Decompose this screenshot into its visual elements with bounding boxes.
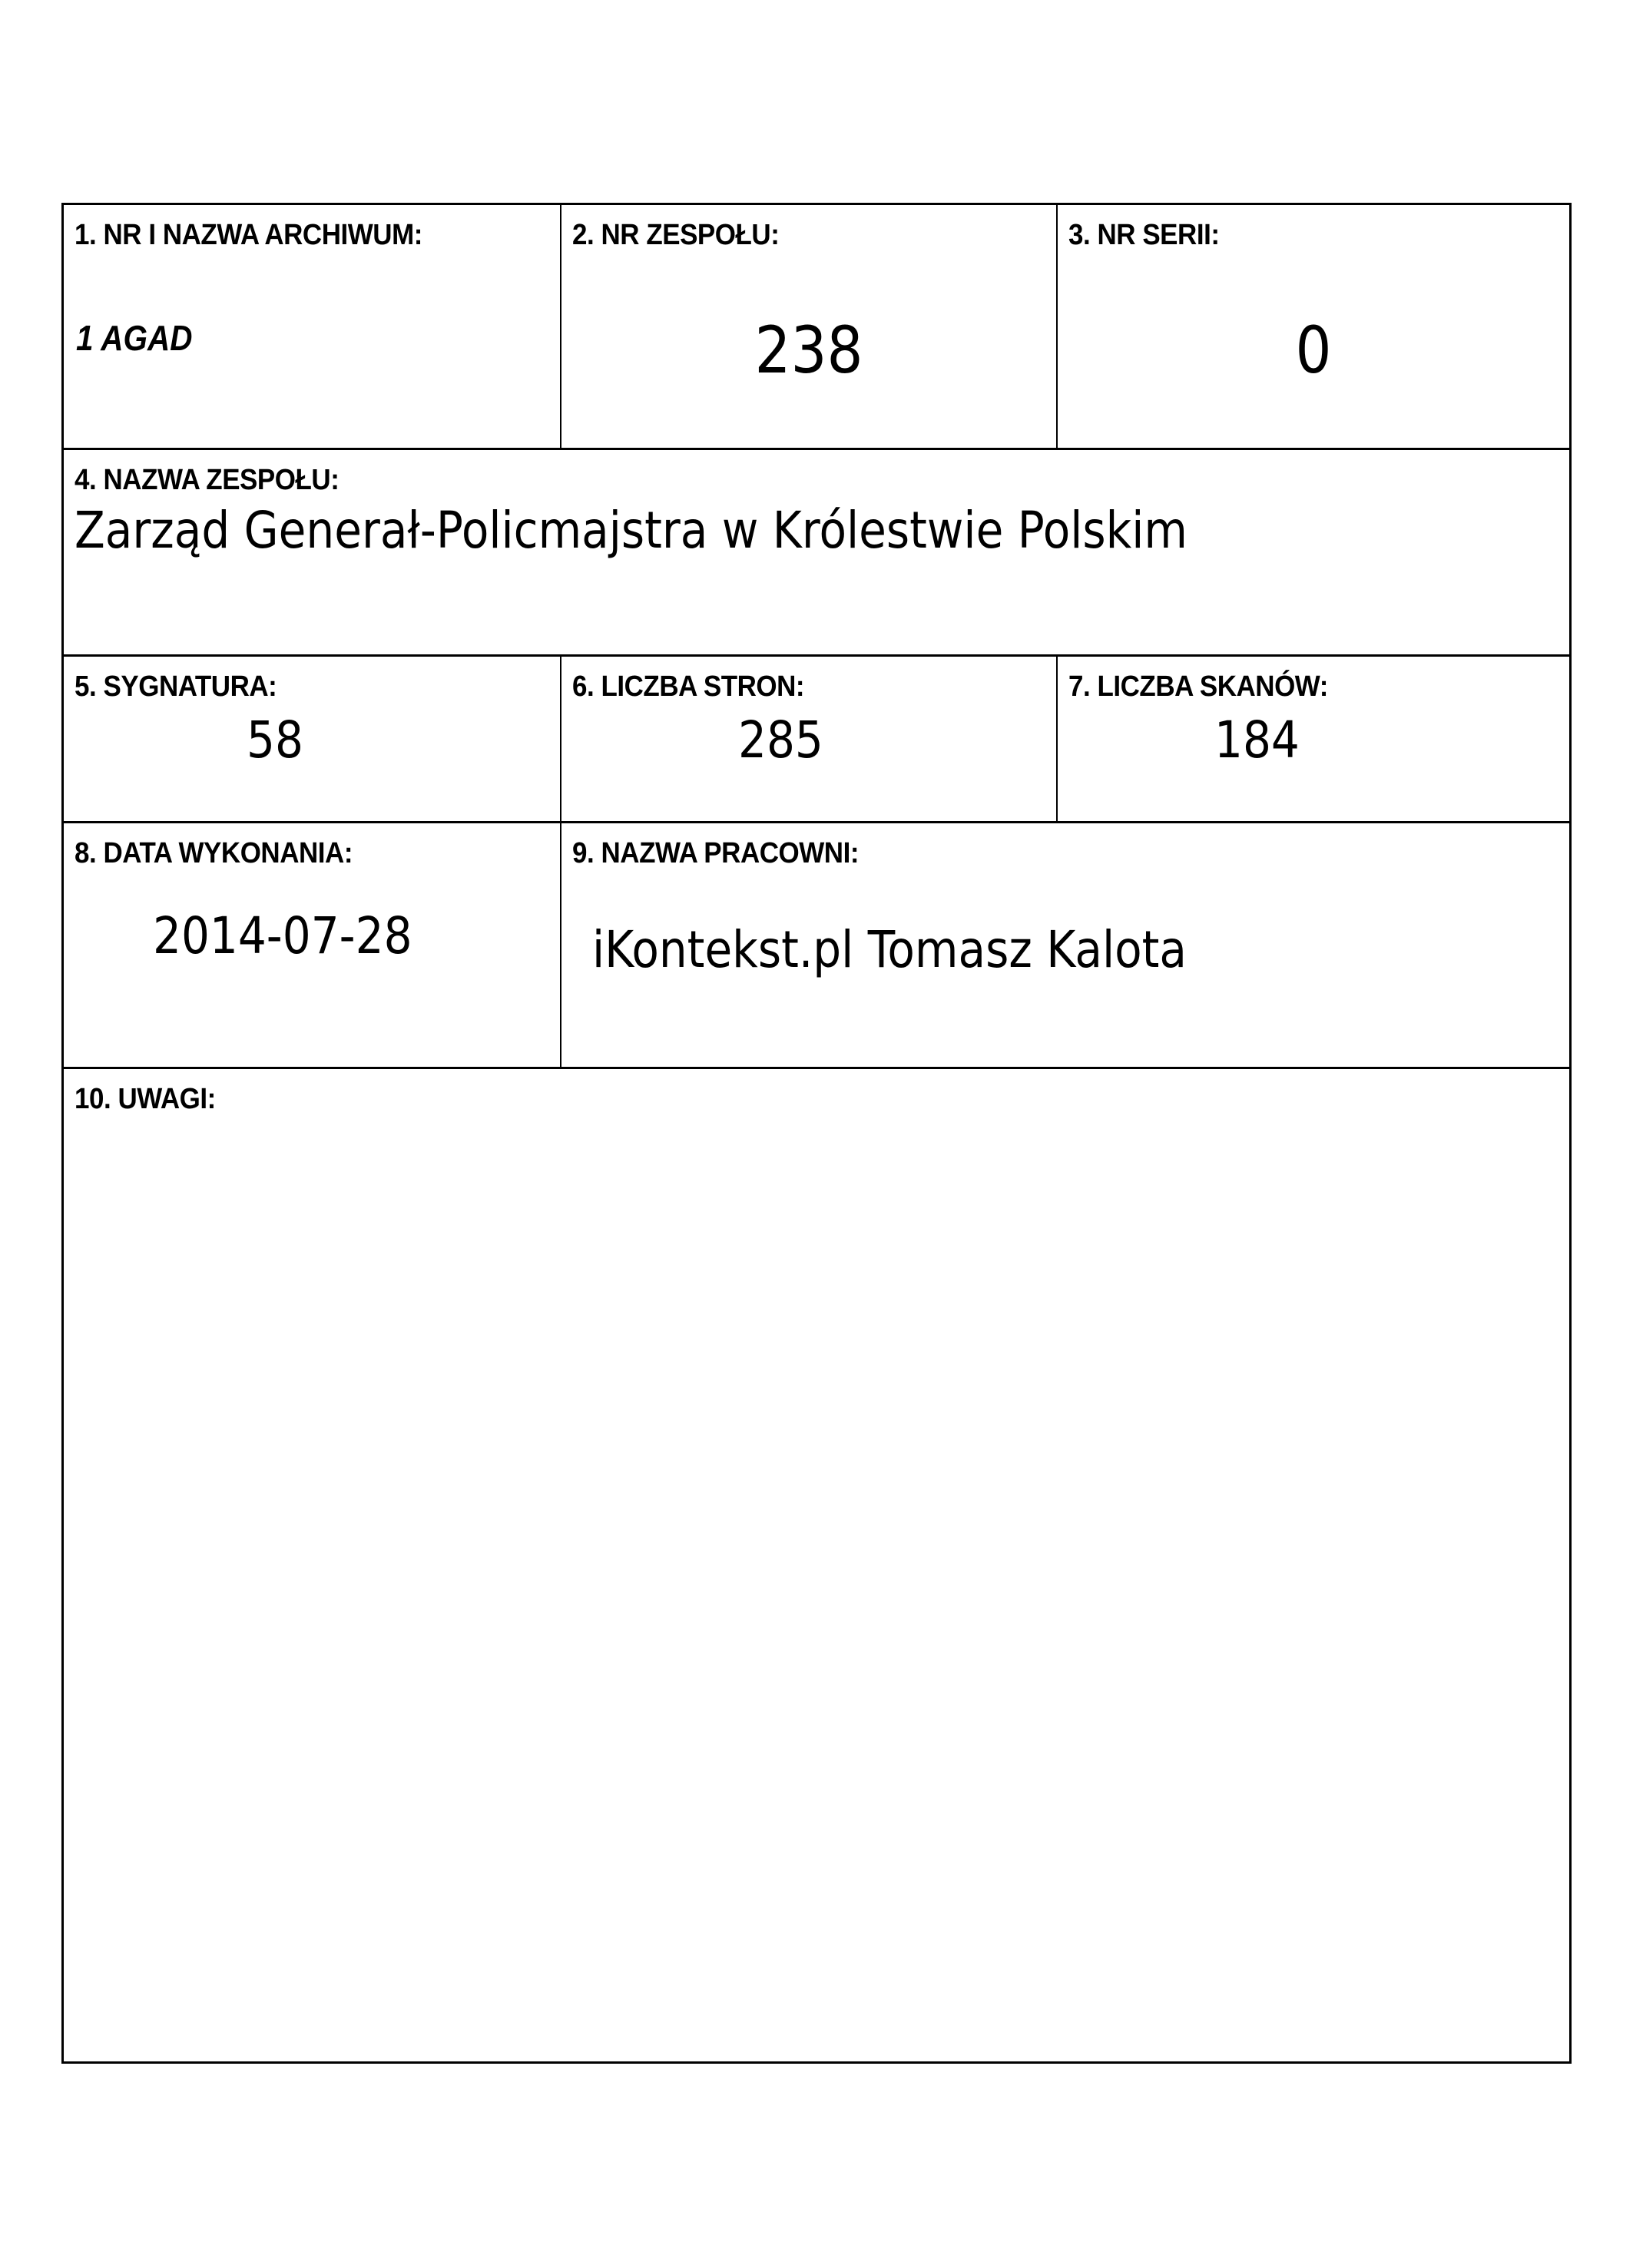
- cell-signature: [64, 657, 560, 821]
- fonds-name-value: Zarząd Generał-Policmajstra w Królestwie Polskim: [75, 501, 1188, 560]
- row-fonds-name: [64, 450, 1569, 657]
- page-count-value: 285: [738, 710, 823, 770]
- cell-date: [64, 823, 560, 1067]
- fonds-name-label: 4. NAZWA ZESPOŁU:: [75, 464, 340, 496]
- cell-fonds-number: [560, 205, 1056, 448]
- workshop-label: 9. NAZWA PRACOWNI:: [572, 837, 860, 869]
- scan-count-value: 184: [1214, 710, 1300, 770]
- page-count-label: 6. LICZBA STRON:: [572, 670, 805, 703]
- cell-page-count: [560, 657, 1056, 821]
- notes-label: 10. UWAGI:: [75, 1083, 216, 1115]
- fonds-number-value: 238: [754, 313, 863, 388]
- cell-fonds-name: [64, 450, 1569, 654]
- date-label: 8. DATA WYKONANIA:: [75, 837, 353, 869]
- cell-archive: [64, 205, 560, 448]
- date-value: 2014-07-28: [153, 906, 412, 965]
- row-archive-info: [64, 205, 1569, 450]
- row-date-workshop: [64, 823, 1569, 1069]
- workshop-value: iKontekst.pl Tomasz Kalota: [592, 920, 1187, 979]
- cell-notes: [64, 1069, 1569, 2061]
- archive-metadata-form: [61, 203, 1572, 2064]
- signature-value: 58: [247, 710, 303, 770]
- archive-label: 1. NR I NAZWA ARCHIWUM:: [75, 219, 422, 251]
- series-number-label: 3. NR SERII:: [1068, 219, 1220, 251]
- row-notes: [64, 1069, 1569, 2061]
- scan-count-label: 7. LICZBA SKANÓW:: [1068, 670, 1328, 703]
- archive-value: 1 AGAD: [76, 318, 193, 358]
- cell-workshop: [560, 823, 1569, 1067]
- cell-series-number: [1056, 205, 1569, 448]
- series-number-value: 0: [1295, 313, 1332, 388]
- cell-scan-count: [1056, 657, 1569, 821]
- fonds-number-label: 2. NR ZESPOŁU:: [572, 219, 780, 251]
- row-counts: [64, 657, 1569, 823]
- signature-label: 5. SYGNATURA:: [75, 670, 277, 703]
